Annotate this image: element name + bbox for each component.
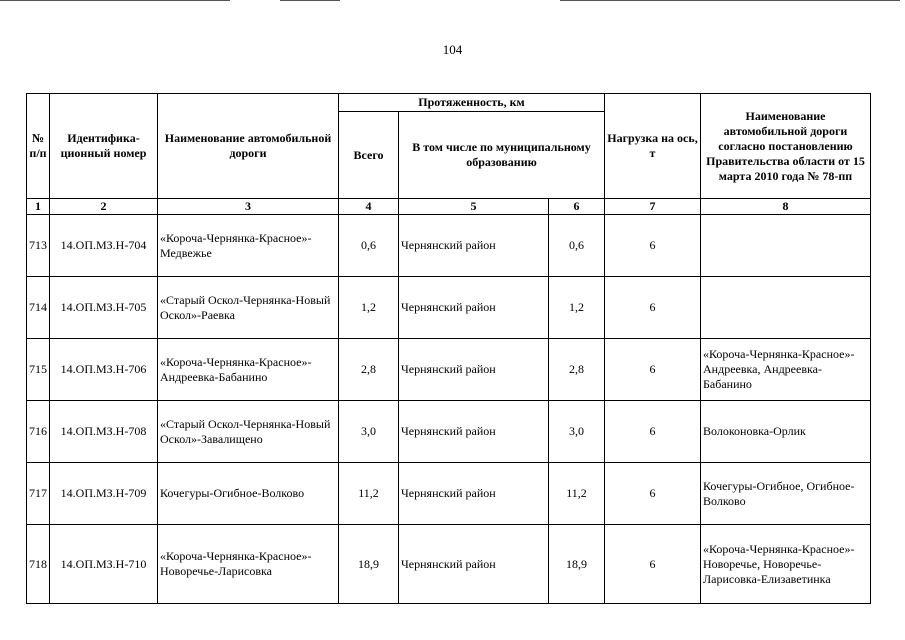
row-district-km: 18,9 bbox=[549, 525, 605, 604]
header-num: № п/п bbox=[27, 94, 50, 199]
row-district: Чернянский район bbox=[399, 277, 549, 339]
header-resolution-name: Наименование автомобильной дороги согласно постановлению Правительства области от 15 марта 2010 года № 78-пп bbox=[701, 94, 871, 199]
row-load: 6 bbox=[605, 463, 701, 525]
table-row bbox=[27, 401, 871, 463]
table-row bbox=[27, 277, 871, 339]
row-total: 18,9 bbox=[339, 525, 399, 604]
row-district: Чернянский район bbox=[399, 401, 549, 463]
column-number: 4 bbox=[339, 199, 399, 215]
row-total: 0,6 bbox=[339, 215, 399, 277]
roads-table bbox=[26, 93, 871, 604]
row-total: 2,8 bbox=[339, 339, 399, 401]
row-name: «Короча-Чернянка-Красное»-Новоречье-Ларисовка bbox=[158, 525, 339, 604]
row-resolution-name: Волоконовка-Орлик bbox=[701, 401, 871, 463]
column-number: 7 bbox=[605, 199, 701, 215]
row-load: 6 bbox=[605, 277, 701, 339]
row-load: 6 bbox=[605, 215, 701, 277]
row-num: 714 bbox=[27, 277, 50, 339]
row-id: 14.ОП.МЗ.Н-705 bbox=[50, 277, 158, 339]
column-number: 8 bbox=[701, 199, 871, 215]
row-district-km: 1,2 bbox=[549, 277, 605, 339]
table-row bbox=[27, 339, 871, 401]
row-name: Кочегуры-Огибное-Волково bbox=[158, 463, 339, 525]
row-load: 6 bbox=[605, 401, 701, 463]
row-district: Чернянский район bbox=[399, 215, 549, 277]
top-border-line bbox=[0, 0, 230, 1]
row-id: 14.ОП.МЗ.Н-704 bbox=[50, 215, 158, 277]
row-name: «Короча-Чернянка-Красное»-Медвежье bbox=[158, 215, 339, 277]
header-load: Нагрузка на ось, т bbox=[605, 94, 701, 199]
top-border-line bbox=[560, 0, 900, 1]
row-num: 715 bbox=[27, 339, 50, 401]
row-district-km: 2,8 bbox=[549, 339, 605, 401]
header-municipal: В том числе по муниципальному образованию bbox=[399, 112, 605, 199]
table-row bbox=[27, 463, 871, 525]
row-id: 14.ОП.МЗ.Н-708 bbox=[50, 401, 158, 463]
row-name: «Старый Оскол-Чернянка-Новый Оскол»-Раевка bbox=[158, 277, 339, 339]
row-num: 713 bbox=[27, 215, 50, 277]
row-district: Чернянский район bbox=[399, 339, 549, 401]
row-total: 1,2 bbox=[339, 277, 399, 339]
row-num: 717 bbox=[27, 463, 50, 525]
row-resolution-name: Кочегуры-Огибное, Огибное-Волково bbox=[701, 463, 871, 525]
row-total: 3,0 bbox=[339, 401, 399, 463]
row-load: 6 bbox=[605, 525, 701, 604]
page-number: 104 bbox=[442, 42, 463, 57]
row-id: 14.ОП.МЗ.Н-706 bbox=[50, 339, 158, 401]
row-total: 11,2 bbox=[339, 463, 399, 525]
row-district: Чернянский район bbox=[399, 525, 549, 604]
column-number: 5 bbox=[399, 199, 549, 215]
table-row bbox=[27, 215, 871, 277]
row-district-km: 0,6 bbox=[549, 215, 605, 277]
row-district-km: 3,0 bbox=[549, 401, 605, 463]
table-row bbox=[27, 525, 871, 604]
row-resolution-name: «Короча-Чернянка-Красное»-Новоречье, Новоречье-Ларисовка-Елизаветинка bbox=[701, 525, 871, 604]
column-number: 3 bbox=[158, 199, 339, 215]
row-num: 718 bbox=[27, 525, 50, 604]
top-border-line bbox=[280, 0, 340, 1]
row-id: 14.ОП.МЗ.Н-710 bbox=[50, 525, 158, 604]
header-total: Всего bbox=[339, 112, 399, 199]
row-district-km: 11,2 bbox=[549, 463, 605, 525]
row-load: 6 bbox=[605, 339, 701, 401]
column-number: 1 bbox=[27, 199, 50, 215]
row-resolution-name bbox=[701, 215, 871, 277]
header-name: Наименование автомобильной дороги bbox=[158, 94, 339, 199]
row-resolution-name bbox=[701, 277, 871, 339]
column-number: 2 bbox=[50, 199, 158, 215]
row-name: «Старый Оскол-Чернянка-Новый Оскол»-Завалищено bbox=[158, 401, 339, 463]
row-num: 716 bbox=[27, 401, 50, 463]
column-numbers-row bbox=[27, 199, 871, 215]
column-number: 6 bbox=[549, 199, 605, 215]
row-id: 14.ОП.МЗ.Н-709 bbox=[50, 463, 158, 525]
header-id: Идентифика-ционный номер bbox=[50, 94, 158, 199]
row-name: «Короча-Чернянка-Красное»-Андреевка-Бабанино bbox=[158, 339, 339, 401]
header-length-group: Протяженность, км bbox=[339, 94, 605, 112]
row-district: Чернянский район bbox=[399, 463, 549, 525]
row-resolution-name: «Короча-Чернянка-Красное»-Андреевка, Андреевка-Бабанино bbox=[701, 339, 871, 401]
